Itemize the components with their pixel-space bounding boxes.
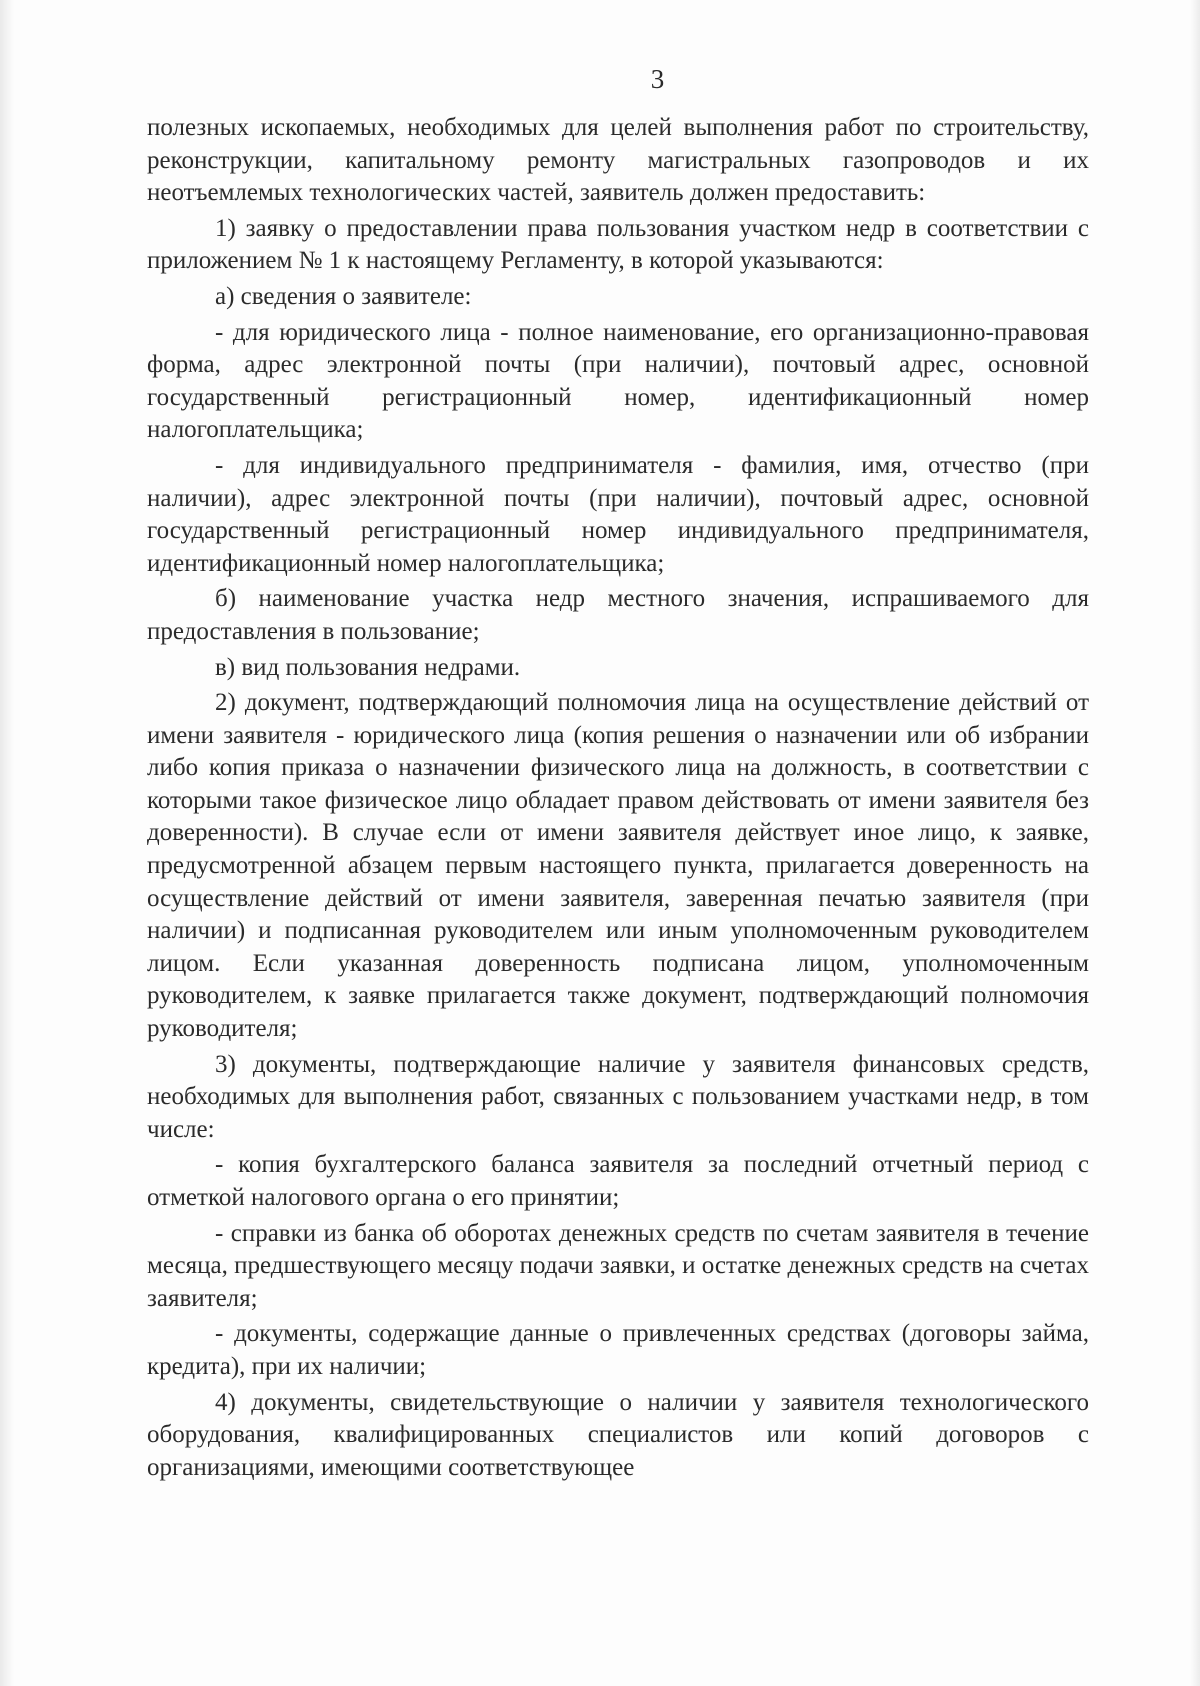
page-number: 3 <box>650 64 665 94</box>
paragraph: 2) документ, подтверждающий полномочия лица на осуществление действий от имени заявителя - юридического лица (копия решения о назначении или об избрании либо копия приказа о назначении физического лица на должность, в соответствии с которыми такое физическое лицо обладает правом действовать от имени заявителя без доверенности). В случае если от имени заявителя действует иное лицо, к заявке, предусмотренной абзацем первым настоящего пункта, прилагается доверенность на осуществление действий от имени заявителя, заверенная печатью заявителя (при наличии) и подписанная руководителем или иным уполномоченным руководителем лицом. Если указанная доверенность подписана лицом, уполномоченным руководителем, к заявке прилагается также документ, подтверждающий полномочия руководителя; <box>147 689 1089 1043</box>
paragraph: в) вид пользования недрами. <box>215 653 521 681</box>
paragraph: - для индивидуального предпринимателя - фамилия, имя, отчество (при наличии), адрес электронной почты (при наличии), почтовый адрес, основной государственный регистрационный номер индивидуального предпринимателя, идентификационный номер налогоплательщика; <box>147 451 1089 577</box>
scan-edge-right <box>1190 0 1200 1686</box>
paragraph: 4) документы, свидетельствующие о наличии у заявителя технологического оборудования, квалифицированных специалистов или копий договоров с организациями, имеющими соответствующее <box>147 1388 1089 1481</box>
paragraph: - для юридического лица - полное наименование, его организационно-правовая форма, адрес электронной почты (при наличии), почтовый адрес, основной государственный регистрационный номер, идентификационный номер налогоплательщика; <box>147 318 1089 444</box>
paragraph: а) сведения о заявителе: <box>215 282 472 310</box>
paragraph: 3) документы, подтверждающие наличие у заявителя финансовых средств, необходимых для выполнения работ, связанных с пользованием участками недр, в том числе: <box>147 1050 1089 1143</box>
scan-edge-left <box>0 0 14 1686</box>
document-body <box>147 112 1089 1487</box>
paragraph: - справки из банка об оборотах денежных средств по счетам заявителя в течение месяца, предшествующего месяцу подачи заявки, и остатке денежных средств на счетах заявителя; <box>147 1219 1089 1312</box>
paragraph: 1) заявку о предоставлении права пользования участком недр в соответствии с приложением № 1 к настоящему Регламенту, в которой указываются: <box>147 214 1089 275</box>
paragraph: полезных ископаемых, необходимых для целей выполнения работ по строительству, реконструкции, капитальному ремонту магистральных газопроводов и их неотъемлемых технологических частей, заявитель должен предоставить: <box>147 114 1089 207</box>
paragraph: - копия бухгалтерского баланса заявителя за последний отчетный период с отметкой налогового органа о его принятии; <box>147 1151 1089 1211</box>
paragraph: - документы, содержащие данные о привлеченных средствах (договоры займа, кредита), при их наличии; <box>147 1320 1089 1380</box>
paragraph: б) наименование участка недр местного значения, испрашиваемого для предоставления в пользование; <box>147 585 1089 645</box>
